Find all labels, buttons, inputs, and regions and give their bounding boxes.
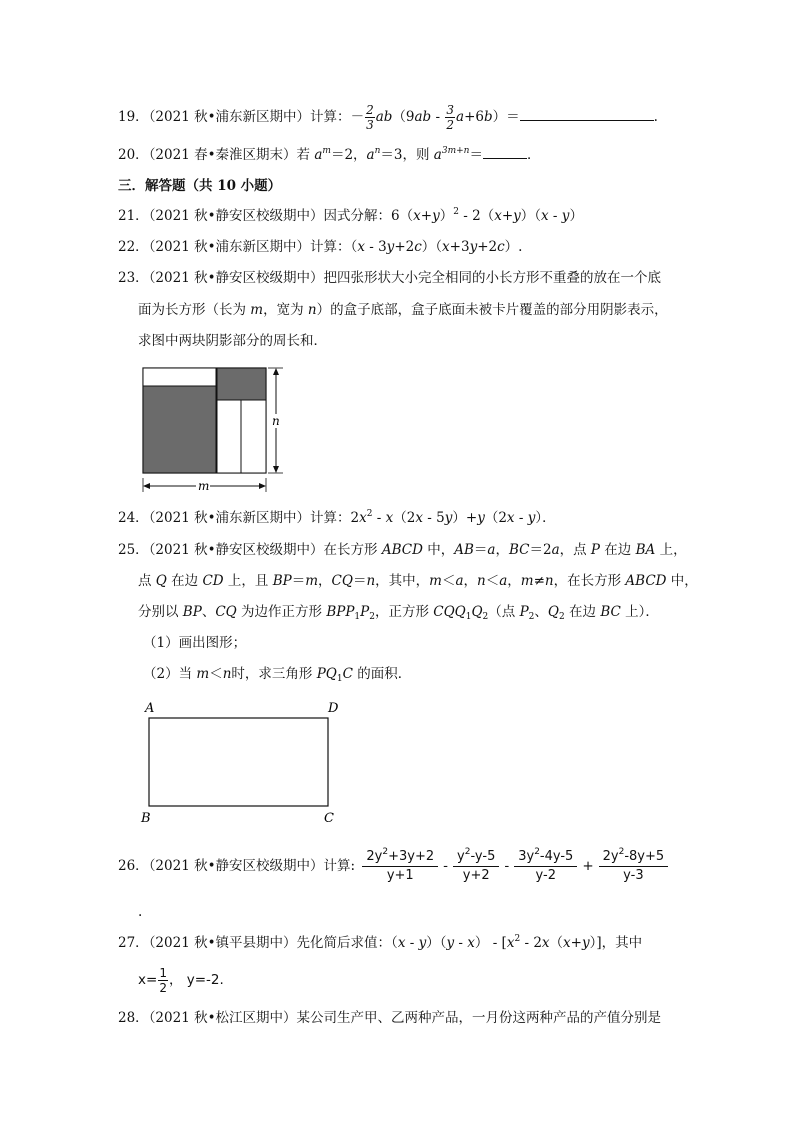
card-vertical bbox=[217, 400, 241, 473]
question-number: 19． bbox=[118, 109, 149, 125]
box-diagram bbox=[138, 364, 288, 494]
question-19: 19．（2021 秋•浦东新区期中）计算：－ $\frac{2}{3}$ ab（9ab - $\frac{3}{2}$ a+6b）＝ . bbox=[118, 103, 658, 132]
question-27-line-2: x= $\frac{1}{2}$ ， y=-2. bbox=[138, 965, 224, 995]
question-20: 20．（2021 春•秦淮区期末）若 $a^m=2$，$a^n=3$，则 $a^{3m+n}=$ ． bbox=[118, 146, 541, 163]
answer-blank[interactable] bbox=[483, 158, 527, 159]
question-number: 24． bbox=[118, 510, 149, 526]
vertex-label-a: A bbox=[145, 701, 155, 716]
vertex-label-b: B bbox=[141, 811, 151, 826]
rectangle-abcd bbox=[149, 718, 328, 806]
fraction-term-1: $\frac{2y^2+3y+2}{y+1}$ bbox=[362, 848, 438, 885]
question-22: 22．（2021 秋•浦东新区期中）计算：（x - 3y+2c）（x+3y+2c）. bbox=[118, 239, 523, 255]
card-vertical bbox=[241, 400, 266, 473]
dimension-n-label: n bbox=[272, 414, 280, 428]
question-number: 23． bbox=[118, 270, 149, 286]
question-25-part-2: （2）当 m＜n时，求三角形 $PQ_1C$ 的面积． bbox=[143, 666, 412, 684]
question-number: 21． bbox=[118, 208, 149, 224]
question-23-line-3: 求图中两块阴影部分的周长和． bbox=[138, 333, 327, 349]
vertex-label-c: C bbox=[324, 811, 334, 826]
question-source: （2021 秋•浦东新区期中）计算： bbox=[148, 109, 351, 125]
vertex-label-d: D bbox=[328, 701, 339, 716]
question-25-part-1: （1）画出图形； bbox=[143, 635, 247, 651]
card-horizontal bbox=[143, 368, 216, 386]
question-25-line-3: 分别以 BP、CQ 为边作正方形 $BPP_1P_2$，正方形 $CQQ_1Q_2$（点 $P_2$、$Q_2$ 在边 BC 上）． bbox=[138, 604, 659, 622]
arrow-head-icon bbox=[259, 483, 266, 489]
question-28: 28．（2021 秋•松江区期中）某公司生产甲、乙两种产品，一月份这两种产品的产值分别是 bbox=[118, 1010, 662, 1026]
arrow-head-icon bbox=[273, 466, 279, 473]
shaded-region-left bbox=[143, 386, 216, 473]
question-26: 26．（2021 秋•静安区校级期中）计算: $\frac{2y^2+3y+2}{y+1}$ - $\frac{y^2-y-5}{y+2}$ - $\frac{3y^2-4y-5}{y-2}$ + $\frac{2y^2-8y+5}{y-3}$ bbox=[118, 846, 671, 886]
fraction: $\frac{3}{2}$ bbox=[446, 103, 454, 132]
question-25-line-1: 25．（2021 秋•静安区校级期中）在长方形 ABCD 中，AB＝a，BC＝2a，点 P 在边 BA 上， bbox=[118, 542, 687, 558]
section-heading: 三．解答题（共 10 小题） bbox=[118, 178, 282, 194]
question-26-period: . bbox=[138, 904, 143, 920]
minus-sign: － bbox=[350, 109, 365, 125]
shaded-region-top-right bbox=[217, 368, 266, 400]
fraction: $\frac{1}{2}$ bbox=[159, 965, 167, 995]
question-25-line-2: 点 Q 在边 CD 上，且 BP＝m，CQ＝n，其中，m＜a，n＜a，m≠n，在长方形 ABCD 中， bbox=[138, 573, 698, 589]
answer-blank[interactable] bbox=[520, 120, 654, 121]
fraction-term-3: $\frac{3y^2-4y-5}{y-2}$ bbox=[514, 848, 577, 885]
arrow-head-icon bbox=[273, 368, 279, 375]
fraction: $\frac{2}{3}$ bbox=[366, 103, 374, 132]
question-27-line-1: 27．（2021 秋•镇平县期中）先化简后求值：$(x - y)(y - x) - [x^2 - 2x(x+y)]$，其中 bbox=[118, 934, 643, 951]
question-number: 25． bbox=[118, 542, 149, 558]
fraction-term-2: $\frac{y^2-y-5}{y+2}$ bbox=[453, 848, 499, 885]
dimension-m-label: m bbox=[198, 479, 210, 493]
question-24: 24．（2021 秋•浦东新区期中）计算：$2x^2 - x(2x - 5y)+y(2x - y)$． bbox=[118, 509, 556, 526]
question-number: 27． bbox=[118, 935, 149, 951]
question-23-line-1: 23．（2021 秋•静安区校级期中）把四张形状大小完全相同的小长方形不重叠的放在一个底 bbox=[118, 270, 662, 286]
question-number: 20． bbox=[118, 147, 149, 163]
arrow-head-icon bbox=[143, 483, 150, 489]
question-number: 26． bbox=[118, 858, 149, 874]
question-23-line-2: 面为长方形（长为 m，宽为 n）的盒子底部，盒子底面未被卡片覆盖的部分用阴影表示， bbox=[138, 302, 668, 318]
rectangle-abcd-diagram bbox=[138, 698, 348, 828]
question-number: 22． bbox=[118, 239, 149, 255]
question-21: 21．（2021 秋•静安区校级期中）因式分解：$6(x+y)^2 - 2(x+y)(x - y)$ bbox=[118, 207, 583, 224]
question-number: 28． bbox=[118, 1010, 149, 1026]
fraction-term-4: $\frac{2y^2-8y+5}{y-3}$ bbox=[599, 848, 669, 885]
question-source: （2021 春•秦淮区期末）若 bbox=[148, 147, 315, 163]
